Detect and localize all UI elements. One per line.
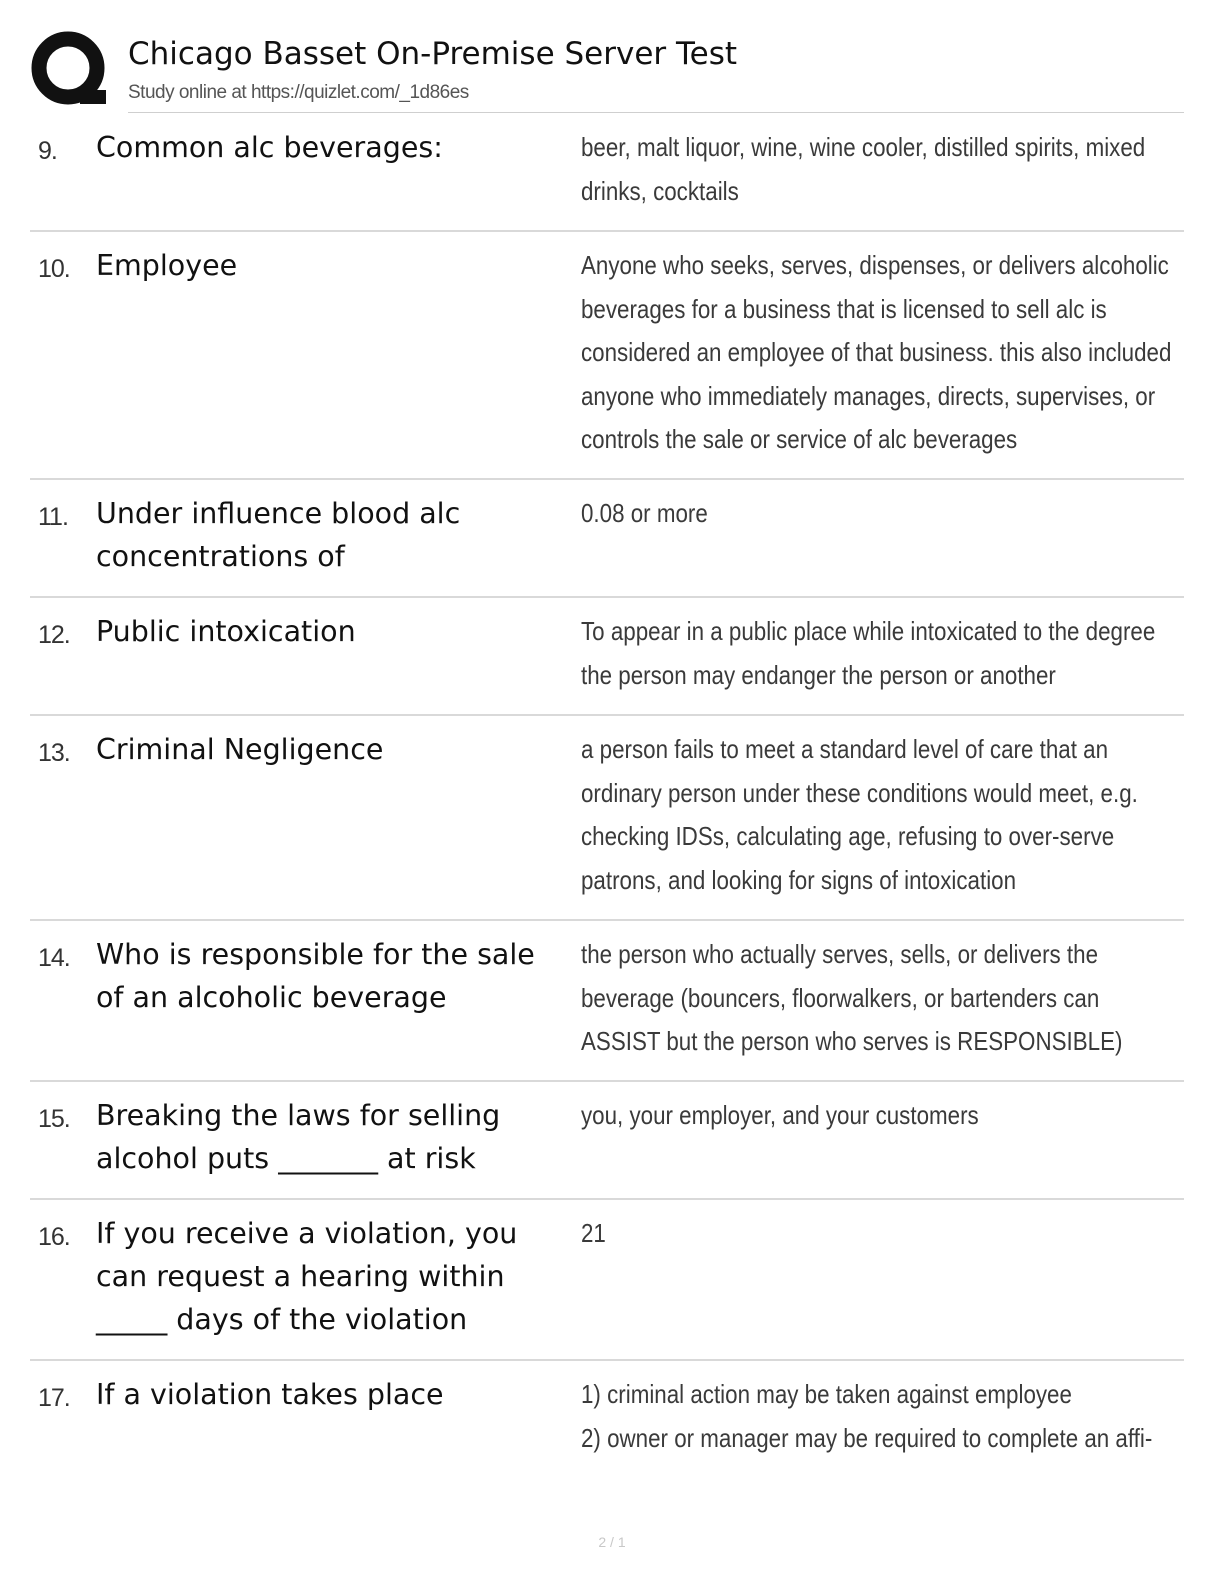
- card-10: [30, 232, 1184, 480]
- flashcard-list: [30, 114, 1184, 1471]
- header-divider: [128, 112, 1184, 113]
- card-term: If a violation takes place: [96, 1378, 444, 1411]
- card-term: If you receive a violation, you can request a hearing within _____ days of the violation: [96, 1217, 518, 1336]
- quizlet-logo-icon: [30, 30, 110, 110]
- card-13: [30, 716, 1184, 921]
- card-number: 15.: [38, 1105, 70, 1133]
- card-number: 12.: [38, 621, 70, 649]
- card-definition: you, your employer, and your customers: [581, 1100, 979, 1130]
- card-definition: beer, malt liquor, wine, wine cooler, distilled spirits, mixed drinks, cocktails: [581, 132, 1146, 206]
- card-term: Under influence blood alc concentrations of: [96, 497, 461, 573]
- card-definition: To appear in a public place while intoxicated to the degree the person may endanger the person or another: [581, 616, 1156, 690]
- card-9: [30, 114, 1184, 232]
- card-term: Who is responsible for the sale of an alcoholic beverage: [96, 938, 535, 1014]
- page-title: Chicago Basset On-Premise Server Test: [128, 36, 738, 72]
- card-term: Breaking the laws for selling alcohol puts _______ at risk: [96, 1099, 501, 1175]
- card-12: [30, 598, 1184, 716]
- card-term: Criminal Negligence: [96, 733, 384, 766]
- card-term: Employee: [96, 249, 238, 282]
- card-definition: the person who actually serves, sells, or delivers the beverage (bouncers, floorwalkers, or bartenders can ASSIST but the person who serves is RESPONSIBLE): [581, 939, 1123, 1056]
- card-number: 16.: [38, 1223, 70, 1251]
- card-term: Public intoxication: [96, 615, 356, 648]
- card-number: 13.: [38, 739, 70, 767]
- card-number: 9.: [38, 137, 57, 165]
- card-definition: 1) criminal action may be taken against employee 2) owner or manager may be required to complete an affi-: [581, 1379, 1153, 1453]
- card-14: [30, 921, 1184, 1082]
- card-definition: 0.08 or more: [581, 498, 708, 528]
- card-definition: Anyone who seeks, serves, dispenses, or delivers alcoholic beverages for a business that is licensed to sell alc is considered an employee of that business. this also included anyone who immediately manages, directs, supervises, or controls the sale or service of alc beverages: [581, 250, 1172, 454]
- card-15: [30, 1082, 1184, 1200]
- card-16: [30, 1200, 1184, 1361]
- card-definition: 21: [581, 1218, 606, 1248]
- card-number: 17.: [38, 1384, 70, 1412]
- page-header: [30, 26, 1184, 114]
- card-definition: a person fails to meet a standard level of care that an ordinary person under these conditions would meet, e.g. checking IDSs, calculating age, refusing to over-serve patrons, and looking for signs of intoxication: [581, 734, 1138, 895]
- card-number: 10.: [38, 255, 70, 283]
- card-11: [30, 480, 1184, 598]
- page-number: 2 / 1: [598, 1534, 626, 1550]
- card-17: [30, 1361, 1184, 1471]
- card-term: Common alc beverages:: [96, 131, 443, 164]
- study-online-link[interactable]: Study online at https://quizlet.com/_1d86es: [128, 82, 469, 103]
- card-number: 14.: [38, 944, 70, 972]
- card-number: 11.: [38, 503, 68, 531]
